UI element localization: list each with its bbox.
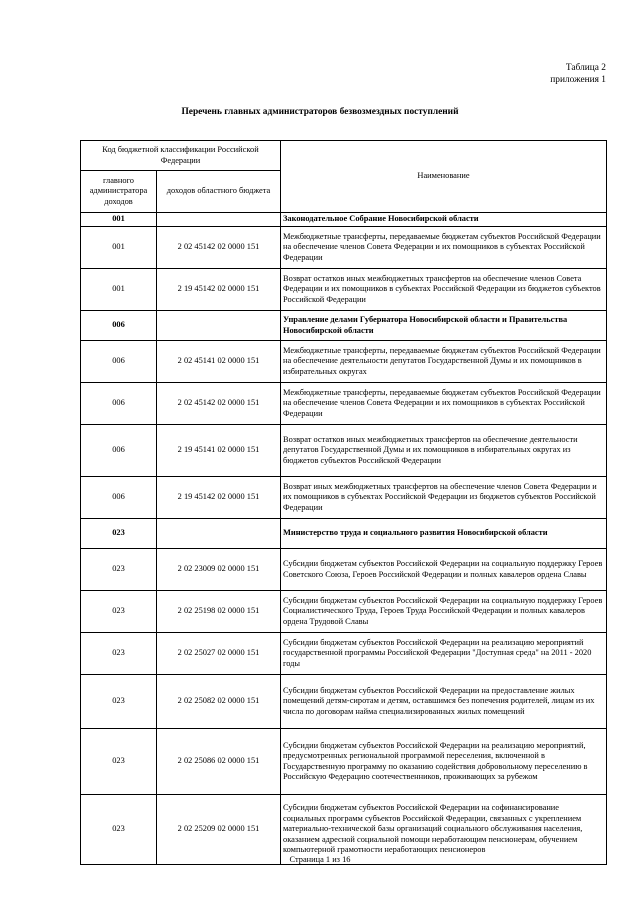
- name-cell: Межбюджетные трансферты, передаваемые бюджетам субъектов Российской Федерации на обеспечение членов Совета Федерации и их помощников в субъектах Российской Федерации: [281, 383, 607, 425]
- table-row: [81, 729, 607, 795]
- admin-code-cell: 023: [81, 633, 157, 675]
- admin-code-cell: 023: [81, 675, 157, 729]
- table-section-row: [81, 519, 607, 549]
- income-code-cell: [157, 311, 281, 341]
- table-row: [81, 477, 607, 519]
- budget-classification-header: Код бюджетной классификации Российской Федерации: [81, 141, 281, 171]
- income-code-cell: 2 19 45142 02 0000 151: [157, 477, 281, 519]
- admin-code-cell: 006: [81, 425, 157, 477]
- document-title: Перечень главных администраторов безвозмездных поступлений: [181, 107, 459, 117]
- admin-code-cell: 006: [81, 341, 157, 383]
- admin-code-cell: 023: [81, 795, 157, 865]
- income-code-cell: 2 02 25027 02 0000 151: [157, 633, 281, 675]
- table-caption: [550, 62, 606, 86]
- table-section-row: [81, 213, 607, 227]
- admin-code-header: главного администратора доходов: [81, 171, 157, 213]
- name-cell: Субсидии бюджетам субъектов Российской Федерации на социальную поддержку Героев Социалистического Труда, Героев Труда Российской Федерации и полных кавалеров ордена Трудовой Славы: [281, 591, 607, 633]
- income-code-cell: 2 02 25086 02 0000 151: [157, 729, 281, 795]
- table-row: [81, 341, 607, 383]
- income-code-cell: [157, 519, 281, 549]
- page-number: Страница 1 из 16: [289, 855, 351, 864]
- name-cell: Межбюджетные трансферты, передаваемые бюджетам субъектов Российской Федерации на обеспечение членов Совета Федерации и их помощников в субъектах Российской Федерации: [281, 227, 607, 269]
- income-code-cell: [157, 213, 281, 227]
- name-cell: Субсидии бюджетам субъектов Российской Федерации на реализацию мероприятий, предусмотренных региональной программой переселения, включенной в Государственную программу по оказанию содействия добровольному переселению в Российскую Федерацию соотечественников, проживающих за рубежом: [281, 729, 607, 795]
- name-cell: Субсидии бюджетам субъектов Российской Федерации на предоставление жилых помещений детям-сиротам и детям, оставшимся без попечения родителей, лицам из их числа по договорам найма специализированных жилых помещений: [281, 675, 607, 729]
- name-cell: Министерство труда и социального развития Новосибирской области: [281, 519, 607, 549]
- admin-code-cell: 023: [81, 519, 157, 549]
- table-section-row: [81, 311, 607, 341]
- name-cell: Субсидии бюджетам субъектов Российской Федерации на социальную поддержку Героев Советского Союза, Героев Российской Федерации и полных кавалеров ордена Славы: [281, 549, 607, 591]
- income-code-cell: 2 02 45141 02 0000 151: [157, 341, 281, 383]
- table-row: [81, 227, 607, 269]
- income-code-cell: 2 02 45142 02 0000 151: [157, 227, 281, 269]
- name-cell: Возврат остатков иных межбюджетных трансфертов на обеспечение деятельности депутатов Государственной Думы и их помощников в избирательных округах из бюджетов субъектов Российской Федерации: [281, 425, 607, 477]
- appendix-reference: приложения 1: [550, 75, 606, 85]
- admin-code-cell: 023: [81, 549, 157, 591]
- table-row: [81, 633, 607, 675]
- admin-code-cell: 023: [81, 591, 157, 633]
- name-cell: Субсидии бюджетам субъектов Российской Федерации на софинансирование социальных программ субъектов Российской Федерации, связанных с укреплением материально-технической базы организаций социального обслуживания населения, оказанием адресной социальной помощи неработающим пенсионерам, обучением компьютерной грамотности неработающих пенсионеров: [281, 795, 607, 865]
- table-row: [81, 795, 607, 865]
- admin-code-cell: 006: [81, 477, 157, 519]
- table-row: [81, 425, 607, 477]
- income-code-cell: 2 02 23009 02 0000 151: [157, 549, 281, 591]
- name-cell: Управление делами Губернатора Новосибирской области и Правительства Новосибирской области: [281, 311, 607, 341]
- income-code-cell: 2 19 45141 02 0000 151: [157, 425, 281, 477]
- name-cell: Возврат иных межбюджетных трансфертов на обеспечение членов Совета Федерации и их помощников в субъектах Российской Федерации из бюджетов субъектов Российской Федерации: [281, 477, 607, 519]
- name-cell: Возврат остатков иных межбюджетных трансфертов на обеспечение членов Совета Федерации и их помощников в субъектах Российской Федерации из бюджетов субъектов Российской Федерации: [281, 269, 607, 311]
- admin-code-cell: 006: [81, 311, 157, 341]
- name-cell: Законодательное Собрание Новосибирской области: [281, 213, 607, 227]
- admin-code-cell: 001: [81, 227, 157, 269]
- income-code-cell: 2 02 25198 02 0000 151: [157, 591, 281, 633]
- admin-code-cell: 001: [81, 213, 157, 227]
- income-code-cell: 2 02 25082 02 0000 151: [157, 675, 281, 729]
- income-code-cell: 2 02 45142 02 0000 151: [157, 383, 281, 425]
- income-code-cell: 2 19 45142 02 0000 151: [157, 269, 281, 311]
- income-code-cell: 2 02 25209 02 0000 151: [157, 795, 281, 865]
- name-column-header: Наименование: [281, 141, 607, 213]
- table-row: [81, 549, 607, 591]
- table-row: [81, 591, 607, 633]
- admin-code-cell: 023: [81, 729, 157, 795]
- admin-code-cell: 001: [81, 269, 157, 311]
- name-cell: Субсидии бюджетам субъектов Российской Федерации на реализацию мероприятий государственной программы Российской Федерации "Доступная среда" на 2011 - 2020 годы: [281, 633, 607, 675]
- table-row: [81, 383, 607, 425]
- table-header-row: [81, 141, 607, 171]
- admin-code-cell: 006: [81, 383, 157, 425]
- income-code-header: доходов областного бюджета: [157, 171, 281, 213]
- name-cell: Межбюджетные трансферты, передаваемые бюджетам субъектов Российской Федерации на обеспечение деятельности депутатов Государственной Думы и их помощников в избирательных округах: [281, 341, 607, 383]
- table-row: [81, 675, 607, 729]
- administrators-table: [80, 140, 607, 865]
- table-number: Таблица 2: [565, 63, 606, 73]
- table-row: [81, 269, 607, 311]
